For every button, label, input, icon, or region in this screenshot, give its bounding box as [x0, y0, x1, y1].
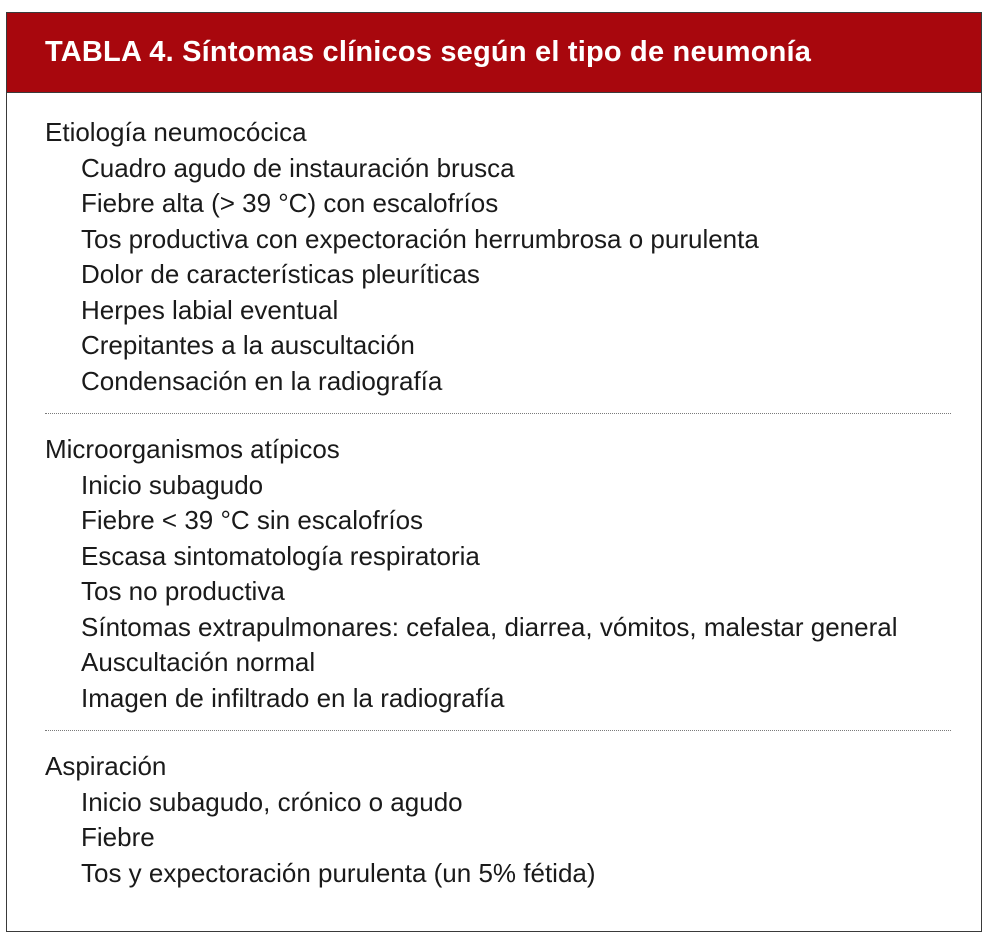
section-microorganismos-atipicos [45, 414, 951, 731]
symptom-item: Inicio subagudo, crónico o agudo [81, 786, 463, 817]
symptom-item: Síntomas extrapulmonares: cefalea, diarrea, vómitos, malestar general [81, 611, 898, 642]
symptom-item: Condensación en la radiografía [81, 365, 443, 396]
symptom-item: Inicio subagudo [81, 469, 264, 500]
symptom-item: Fiebre [81, 822, 155, 852]
section-etiologia-neumococica [45, 93, 951, 414]
symptom-item: Auscultación normal [81, 647, 316, 677]
symptom-item: Escasa sintomatología respiratoria [81, 540, 480, 571]
symptom-list [45, 785, 951, 892]
table-title-bar [7, 13, 981, 93]
symptom-item: Crepitantes a la auscultación [81, 330, 415, 360]
symptom-item: Dolor de características pleuríticas [81, 259, 480, 289]
symptom-item: Imagen de infiltrado en la radiografía [81, 682, 505, 713]
table-title: TABLA 4. Síntomas clínicos según el tipo de neumonía [45, 36, 812, 68]
symptom-item: Tos productiva con expectoración herrumbrosa o purulenta [81, 223, 759, 254]
symptom-item: Fiebre alta (> 39 °C) con escalofríos [81, 188, 499, 218]
symptom-list [45, 151, 951, 400]
symptoms-table [6, 12, 982, 932]
section-heading: Microorganismos atípicos [45, 434, 340, 464]
section-aspiracion [45, 731, 951, 905]
symptom-item: Fiebre < 39 °C sin escalofríos [81, 505, 424, 535]
symptom-item: Tos no productiva [81, 576, 285, 606]
symptom-item: Tos y expectoración purulenta (un 5% fétida) [81, 857, 596, 888]
table-content [7, 93, 981, 905]
section-heading: Etiología neumocócica [45, 117, 307, 147]
section-heading: Aspiración [45, 751, 167, 781]
symptom-list [45, 468, 951, 717]
symptom-item: Herpes labial eventual [81, 294, 339, 325]
symptom-item: Cuadro agudo de instauración brusca [81, 152, 515, 183]
